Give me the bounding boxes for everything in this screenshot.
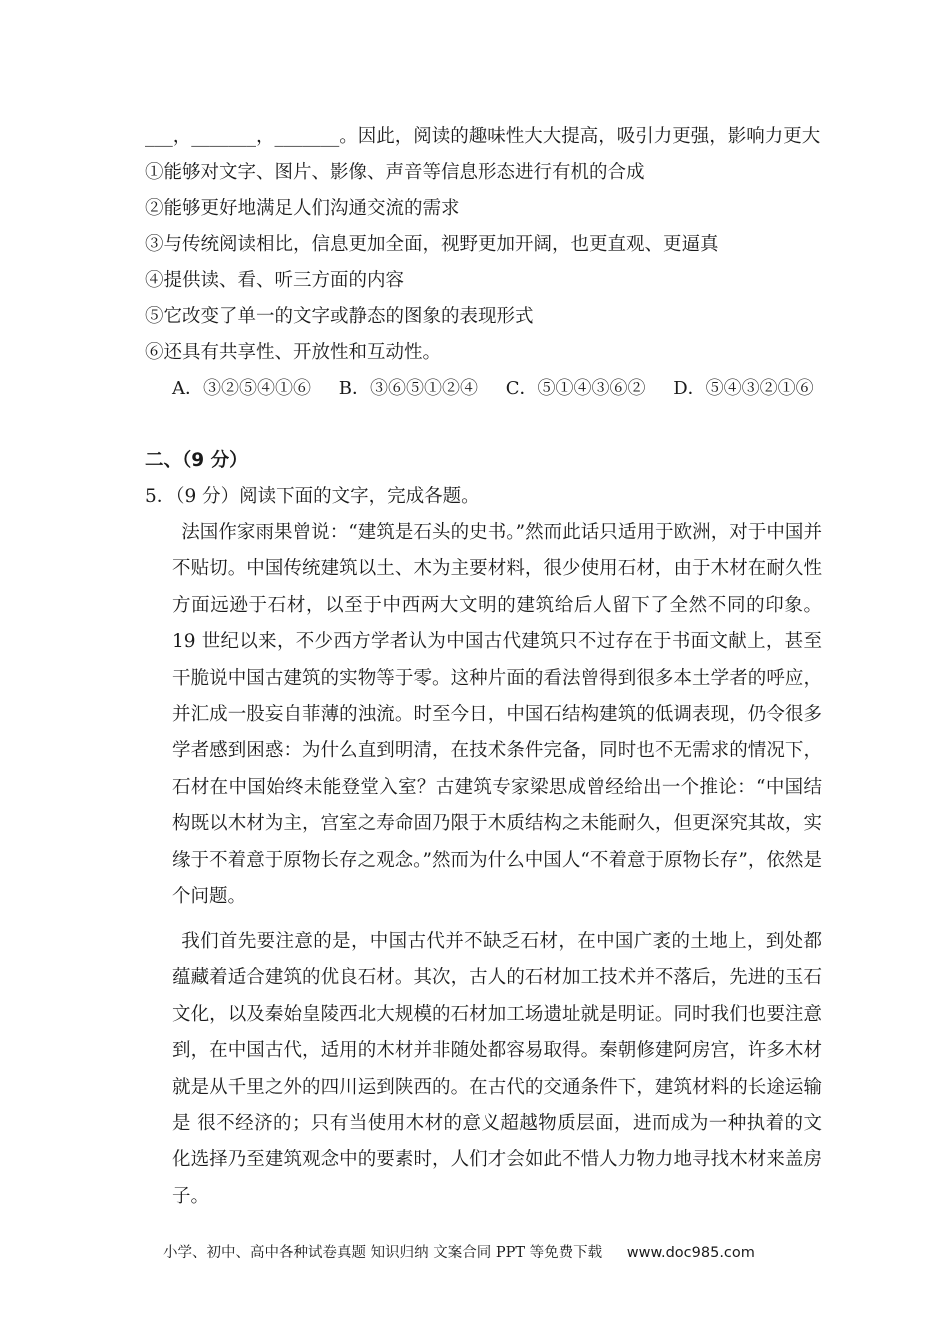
passage-paragraph-1 — [172, 515, 822, 915]
paragraph-text: 法国作家雨果曾说：“建筑是石头的史书。”然而此话只适用于欧洲，对于中国并不贴切。中国传统建筑以土、木为主要材料，很少使用石材，由于木材在耐久性方面远逊于石材，以至于中西两大文明的建筑给后人留下了全然不同的印象。19 世纪以来，不少西方学者认为中国古代建筑只不过存在于书面文献上，甚至干脆说中国古建筑的实物等于零。这种片面的看法曾得到很多本土学者的呼应，并汇成一股妄自菲薄的浊流。时至今日，中国石结构建筑的低调表现，仍令很多学者感到困惑：为什么直到明清，在技术条件完备，同时也不无需求的情况下，石材在中国始终未能登堂入室？古建筑专家梁思成曾经给出一个推论：“中国结构既以木材为主，宫室之寿命固乃限于木质结构之未能耐久，但更深究其故，实缘于不着意于原物长存之观念。”然而为什么中国人“不着意于原物长存”，依然是个问题。 — [172, 522, 822, 908]
option-item-4: ④提供读、看、听三方面的内容 — [145, 270, 405, 291]
choice-a: A．③②⑤④①⑥ — [172, 378, 311, 399]
footer-site-link[interactable]: www.doc985.com — [626, 1245, 755, 1261]
question-heading: 5．（9 分）阅读下面的文字，完成各题。 — [145, 486, 480, 507]
option-item-3: ③与传统阅读相比，信息更加全面，视野更加开阔，也更直观、更逼真 — [145, 234, 719, 255]
section-title: 二、（9 分） — [145, 450, 248, 471]
passage-paragraph-2 — [172, 924, 822, 1215]
answer-choices — [172, 376, 836, 402]
paragraph-text: 我们首先要注意的是，中国古代并不缺乏石材，在中国广袤的土地上，到处都蕴藏着适合建筑的优良石材。其次，古人的石材加工技术并不落后，先进的玉石文化，以及秦始皇陵西北大规模的石材加工场遗址就是明证。同时我们也要注意到，在中国古代，适用的木材并非随处都容易取得。秦朝修建阿房宫，许多木材就是从千里之外的四川运到陕西的。在古代的交通条件下，建筑材料的长途运输是 很不经济的；只有当使用木材的意义超越物质层面，进而成为一种执着的文化选择乃至建筑观念中的要素时，人们才会如此不惜人力物力地寻找木材来盖房子。 — [172, 931, 822, 1207]
fill-in-blank-line: ___，_______，_______。因此，阅读的趣味性大大提高，吸引力更强，影响力更大 — [145, 126, 821, 147]
footer-text: 小学、初中、高中各种试卷真题 知识归纳 文案合同 PPT 等免费下载 — [163, 1245, 603, 1261]
option-item-6: ⑥还具有共享性、开放性和互动性。 — [145, 342, 442, 363]
choice-c: C．⑤①④③⑥② — [505, 378, 646, 399]
choice-b: B．③⑥⑤①②④ — [338, 378, 478, 399]
choice-d: D．⑤④③②①⑥ — [673, 378, 814, 399]
option-item-2: ②能够更好地满足人们沟通交流的需求 — [145, 198, 460, 219]
page-footer — [163, 1242, 755, 1264]
option-item-5: ⑤它改变了单一的文字或静态的图象的表现形式 — [145, 306, 534, 327]
option-item-1: ①能够对文字、图片、影像、声音等信息形态进行有机的合成 — [145, 162, 645, 183]
